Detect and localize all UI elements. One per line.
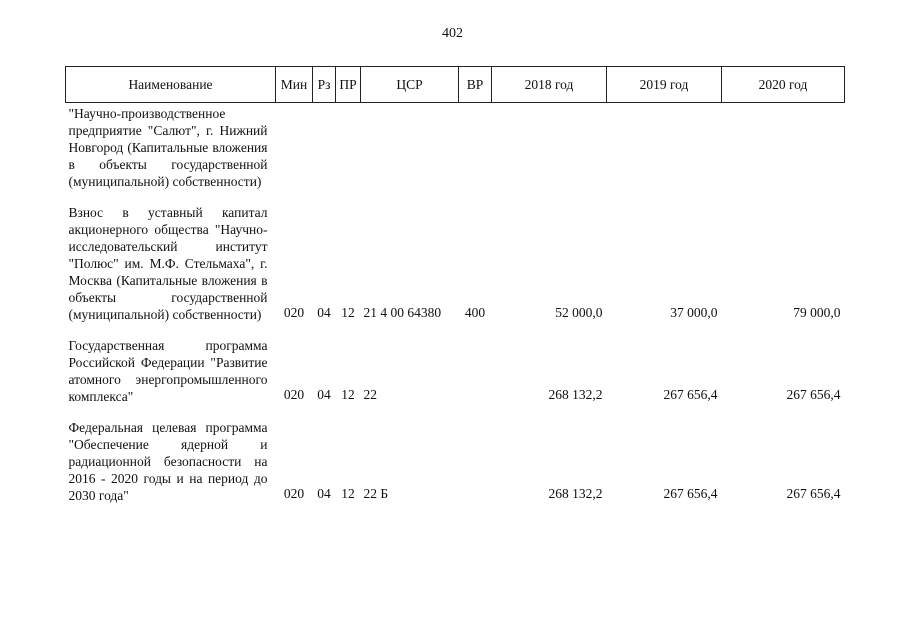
row-rz: 04 (317, 486, 331, 501)
row-2020 (722, 103, 845, 191)
row-rz: 04 (317, 387, 331, 402)
header-2019: 2019 год (607, 67, 722, 103)
row-2019: 267 656,4 (663, 486, 718, 501)
row-pr (336, 103, 361, 191)
row-csr: 21 4 00 64380 (363, 305, 442, 320)
row-pr: 12 (341, 387, 355, 402)
row-vr: 400 (464, 305, 486, 320)
header-name: Наименование (66, 67, 276, 103)
header-2020: 2020 год (722, 67, 845, 103)
header-2018: 2018 год (492, 67, 607, 103)
row-csr: 22 (363, 387, 377, 402)
table-row (66, 103, 845, 191)
row-2020: 79 000,0 (793, 305, 841, 320)
row-2018 (492, 103, 607, 191)
row-2019 (607, 103, 722, 191)
row-name: Государственная программа Российской Федерации "Развитие атомного энергопромышленного комплекса" (68, 338, 268, 404)
row-2018: 268 132,2 (548, 486, 603, 501)
row-name: Взнос в уставный капитал акционерного общества "Научно-исследовательский институт "Полюс" им. М.Ф. Стельмаха", г. Москва (Капитальные вложения в объекты государственной (муниципальной) собственности) (68, 205, 268, 322)
table-row (66, 335, 845, 405)
row-pr: 12 (341, 305, 355, 320)
row-rz (313, 103, 336, 191)
row-name: "Научно-производственное предприятие "Салют", г. Нижний Новгород (Капитальные вложения в объекты государственной (муниципальной) собственности) (68, 106, 268, 189)
row-min: 020 (283, 387, 305, 402)
row-min: 020 (283, 305, 305, 320)
header-rz: Рз (313, 67, 336, 103)
row-2020: 267 656,4 (786, 387, 841, 402)
row-2020: 267 656,4 (786, 486, 841, 501)
page-number: 402 (442, 26, 463, 41)
row-name: Федеральная целевая программа "Обеспечение ядерной и радиационной безопасности на 2016 - 2020 годы и на период до 2030 года" (68, 420, 268, 503)
row-min (276, 103, 313, 191)
row-vr (459, 103, 492, 191)
row-csr: 22 Б (363, 486, 389, 501)
row-vr (459, 417, 492, 504)
table-row (66, 202, 845, 323)
row-vr (459, 335, 492, 405)
header-min: Мин (276, 67, 313, 103)
row-min: 020 (283, 486, 305, 501)
header-vr: ВР (459, 67, 492, 103)
row-2018: 268 132,2 (548, 387, 603, 402)
row-2019: 37 000,0 (670, 305, 718, 320)
row-2019: 267 656,4 (663, 387, 718, 402)
row-csr (361, 103, 459, 191)
table-row (66, 417, 845, 504)
row-2018: 52 000,0 (555, 305, 603, 320)
header-pr: ПР (336, 67, 361, 103)
header-csr: ЦСР (361, 67, 459, 103)
row-rz: 04 (317, 305, 331, 320)
row-pr: 12 (341, 486, 355, 501)
table-header-row (66, 67, 845, 103)
budget-table (65, 66, 845, 504)
